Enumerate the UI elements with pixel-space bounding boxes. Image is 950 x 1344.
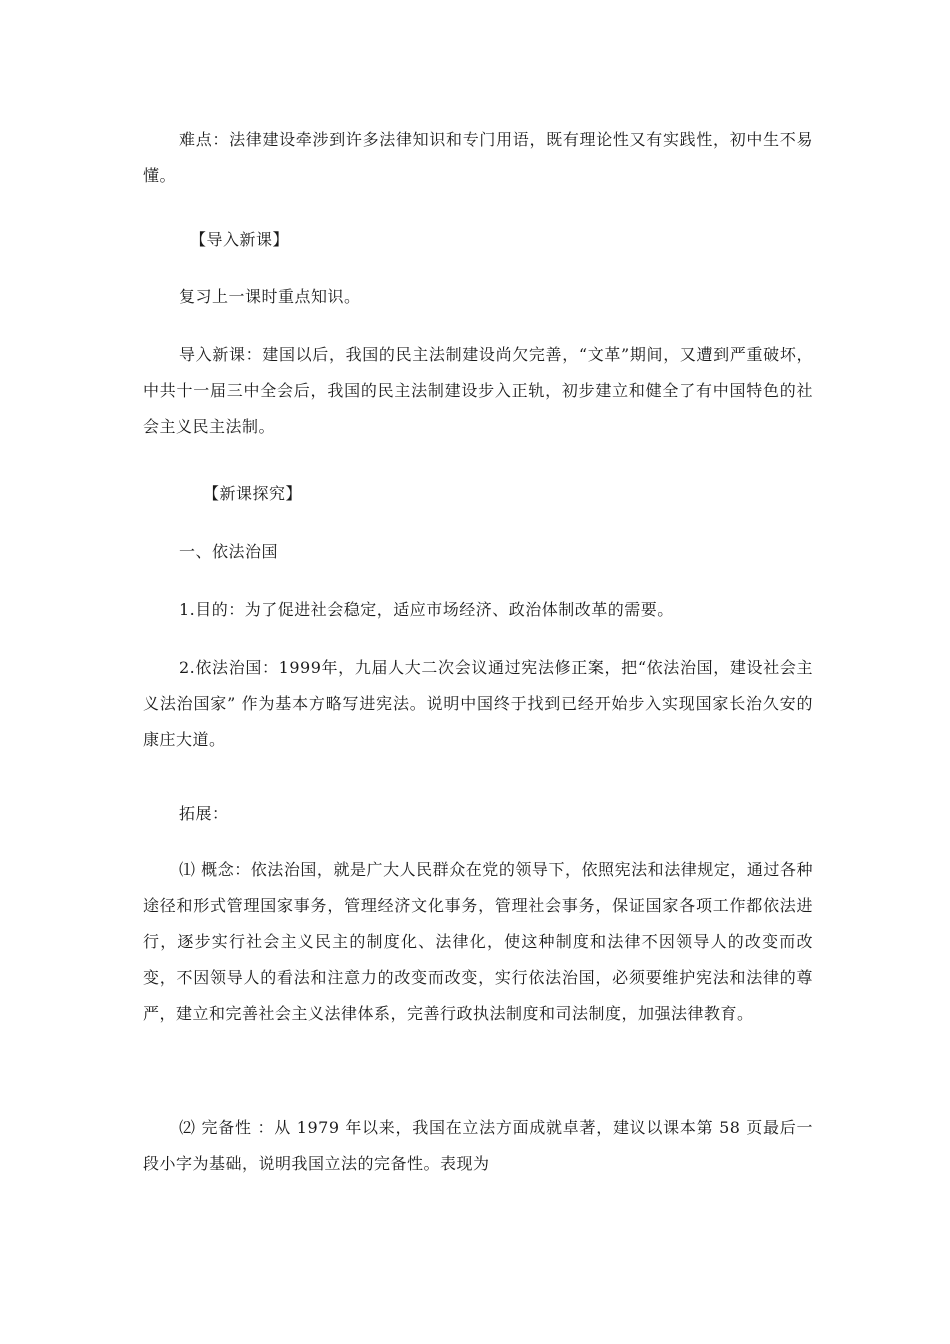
- heading-new-lesson-exploration: 【新课探究】: [203, 484, 303, 503]
- paragraph-review: 复习上一课时重点知识。: [179, 287, 361, 306]
- heading-intro-new-lesson: 【导入新课】: [190, 230, 290, 249]
- paragraph-concept: ⑴ 概念：依法治国，就是广大人民群众在党的领导下，依照宪法和法律规定，通过各种途径和形式管理国家事务，管理经济文化事务，管理社会事务，保证国家各项工作都依法进行，逐步实行社会主义民主的制度化、法律化，使这种制度和法律不因领导人的改变而改变，不因领导人的看法和注意力的改变而改变，实行依法治国，必须要维护宪法和法律的尊严，建立和完善社会主义法律体系，完善行政执法制度和司法制度，加强法律教育。: [143, 860, 813, 1023]
- paragraph-completeness: ⑵ 完备性 ：从 1979 年以来，我国在立法方面成就卓著，建议以课本第 58 页最后一段小字为基础，说明我国立法的完备性。表现为: [143, 1118, 813, 1173]
- section-heading-rule-of-law: 一、依法治国: [179, 542, 279, 561]
- paragraph-intro: 导入新课：建国以后，我国的民主法制建设尚欠完善，“文革”期间，又遭到严重破坏，中共十一届三中全会后，我国的民主法制建设步入正轨，初步建立和健全了有中国特色的社会主义民主法制。: [143, 345, 813, 436]
- paragraph-purpose: 1.目的：为了促进社会稳定，适应市场经济、政治体制改革的需要。: [179, 600, 674, 619]
- paragraph-rule-of-law: 2.依法治国：1999年，九届人大二次会议通过宪法修正案，把“依法治国，建设社会主义法治国家” 作为基本方略写进宪法。说明中国终于找到已经开始步入实现国家长治久安的康庄大道。: [143, 658, 813, 749]
- paragraph-extension-label: 拓展：: [179, 804, 229, 823]
- paragraph-difficulty: 难点：法律建设牵涉到许多法律知识和专门用语，既有理论性又有实践性，初中生不易懂。: [143, 130, 813, 185]
